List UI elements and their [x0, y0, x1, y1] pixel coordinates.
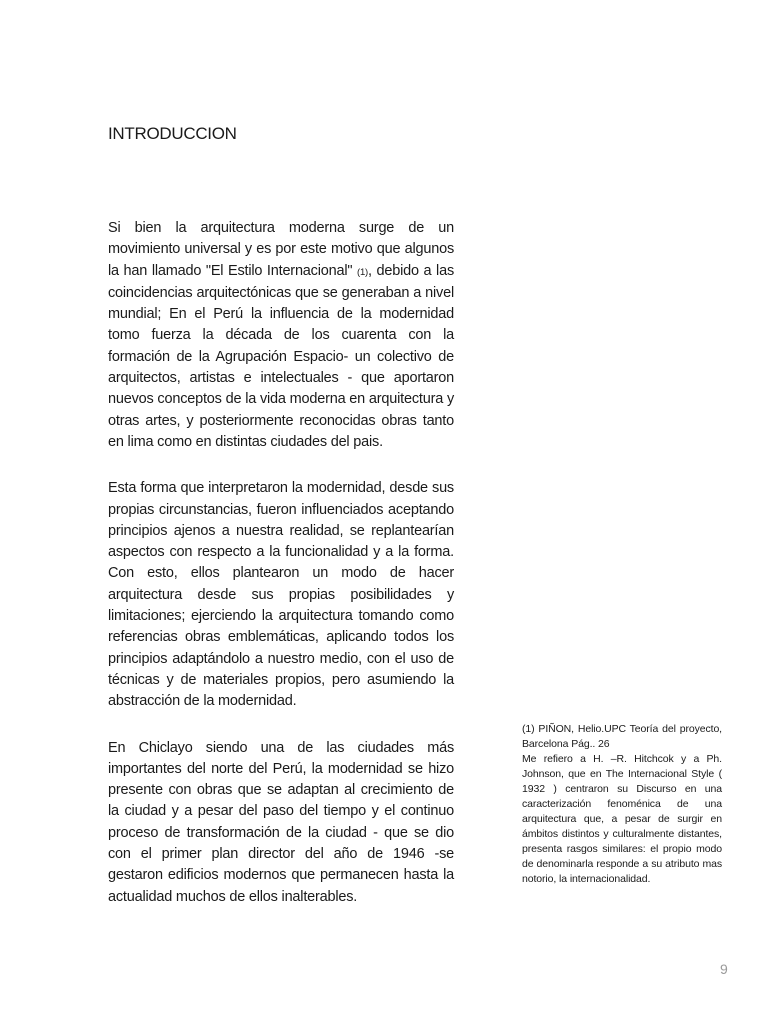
main-text-column: [108, 218, 454, 933]
paragraph-3: En Chiclayo siendo una de las ciudades más importantes del norte del Perú, la modernidad se hizo presente con obras que se adaptan al crecimiento de la ciudad y a pesar del paso del tiempo y el continuo proceso de transformación de la ciudad - que se dio con el primer plan director del año de 1946 -se gestaron edificios modernos que permanecen hasta la actualidad muchos de ellos inalterables.: [108, 739, 454, 905]
page-title: INTRODUCCION: [108, 124, 237, 143]
paragraph-2: Esta forma que interpretaron la modernidad, desde sus propias circunstancias, fueron influenciados aceptando principios ajenos a nuestra realidad, se replantearían aspectos con respecto a la funcionalidad y a la forma. Con esto, ellos plantearon un modo de hacer arquitectura desde sus propias posibilidades y limitaciones; ejerciendo la arquitectura tomando como referencias obras emblemáticas, aplicando todos los principios adaptándolo a nuestro medio, con el uso de técnicas y de materiales propios, pero asumiendo la abstracción de la modernidad.: [108, 480, 454, 710]
footnote-note: Me refiero a H. –R. Hitchcok y a Ph. Johnson, que en The Internacional Style ( 1932 ) centraron su Discurso en una caracterización fenoménica de una arquitectura que, a pesar de surgir en ámbitos distintos y culturalmente distantes, presenta rasgos similares: el propio modo de denominarla responde a su atributo mas notorio, la internacionalidad.: [522, 753, 722, 885]
footnote-citation: (1) PIÑON, Helio.UPC Teoría del proyecto, Barcelona Pág.. 26: [522, 723, 722, 750]
page-number: 9: [720, 961, 728, 977]
footnote: [522, 722, 722, 887]
footnote-reference: (1): [356, 266, 368, 278]
paragraph-1: [108, 218, 454, 453]
paragraph-1-text-start: Si bien la arquitectura moderna surge de un movimiento universal y es por este motivo que algunos la han llamado "El Estilo Internacional": [108, 220, 454, 279]
paragraph-1-text-end: , debido a las coincidencias arquitectónicas que se generaban a nivel mundial; En el Perú la influencia de la modernidad tomo fuerza la década de los cuarenta con la formación de la Agrupación Espacio- un colectivo de arquitectos, artistas e intelectuales - que aportaron nuevos conceptos de la vida moderna en arquitectura y otras artes, y posteriormente reconocidas obras tanto en lima como en distintas ciudades del pais.: [108, 262, 454, 450]
